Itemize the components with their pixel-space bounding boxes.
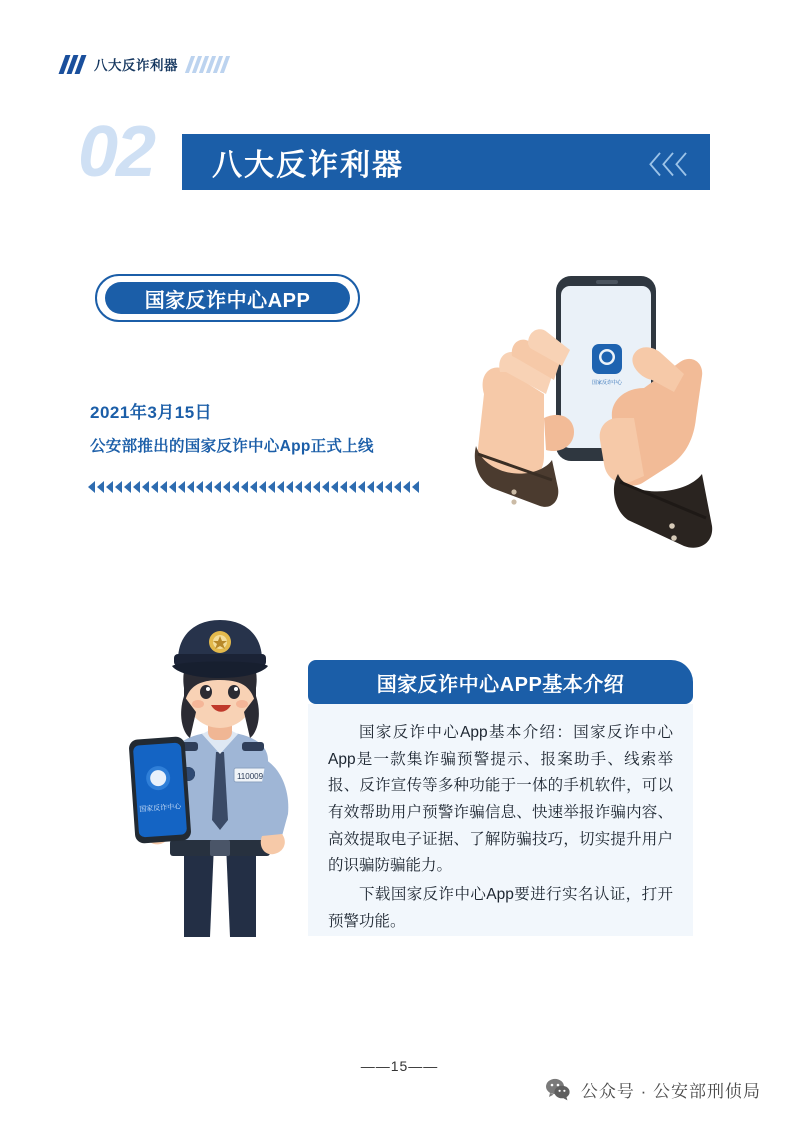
svg-text:110009: 110009 <box>236 772 264 781</box>
hands-phone-svg <box>448 268 738 568</box>
police-officer-illustration <box>110 592 330 947</box>
wechat-icon <box>545 1076 571 1102</box>
hands-holding-phone-illustration <box>448 268 738 568</box>
launch-date-block <box>90 398 374 456</box>
svg-text:国家反诈中心: 国家反诈中心 <box>591 380 623 386</box>
intro-card-title: 国家反诈中心APP基本介绍 <box>376 673 625 696</box>
app-name-pill-inner <box>105 282 350 314</box>
header-slash-marks <box>62 55 86 74</box>
footer-account <box>545 1076 761 1102</box>
launch-date: 2021年3月15日 <box>90 403 213 422</box>
chevron-left-icon: 〈〈〈 <box>637 151 688 179</box>
page-number: ——15—— <box>360 1058 439 1074</box>
section-number: 02 <box>78 112 155 192</box>
app-name-label: 国家反诈中心APP <box>144 289 311 312</box>
running-header-text: 八大反诈利器 <box>94 58 178 73</box>
app-name-pill <box>95 274 360 322</box>
running-header <box>62 52 230 76</box>
police-officer-svg <box>110 592 330 947</box>
launch-description: 公安部推出的国家反诈中心App正式上线 <box>90 438 374 455</box>
intro-paragraph-2: 下载国家反诈中心App要进行实名认证，打开预警功能。 <box>328 885 673 930</box>
header-slash-marks-light <box>188 56 230 73</box>
section-title-bar <box>182 134 710 190</box>
intro-card-body <box>308 704 693 936</box>
section-title: 八大反诈利器 <box>212 149 404 182</box>
svg-text:国家反诈中心: 国家反诈中心 <box>139 803 182 814</box>
chevron-divider <box>88 481 420 495</box>
intro-paragraph-1: 国家反诈中心App基本介绍：国家反诈中心App是一款集诈骗预警提示、报案助手、线索举报、反诈宣传等多种功能于一体的手机软件，可以有效帮助用户预警诈骗信息、快速举报诈骗内容、高效提取电子证据、了解防骗技巧，切实提升用户的识骗防骗能力。 <box>328 724 673 875</box>
footer-account-label: 公众号 · 公安部刑侦局 <box>580 1081 761 1101</box>
intro-card-header <box>308 660 693 704</box>
